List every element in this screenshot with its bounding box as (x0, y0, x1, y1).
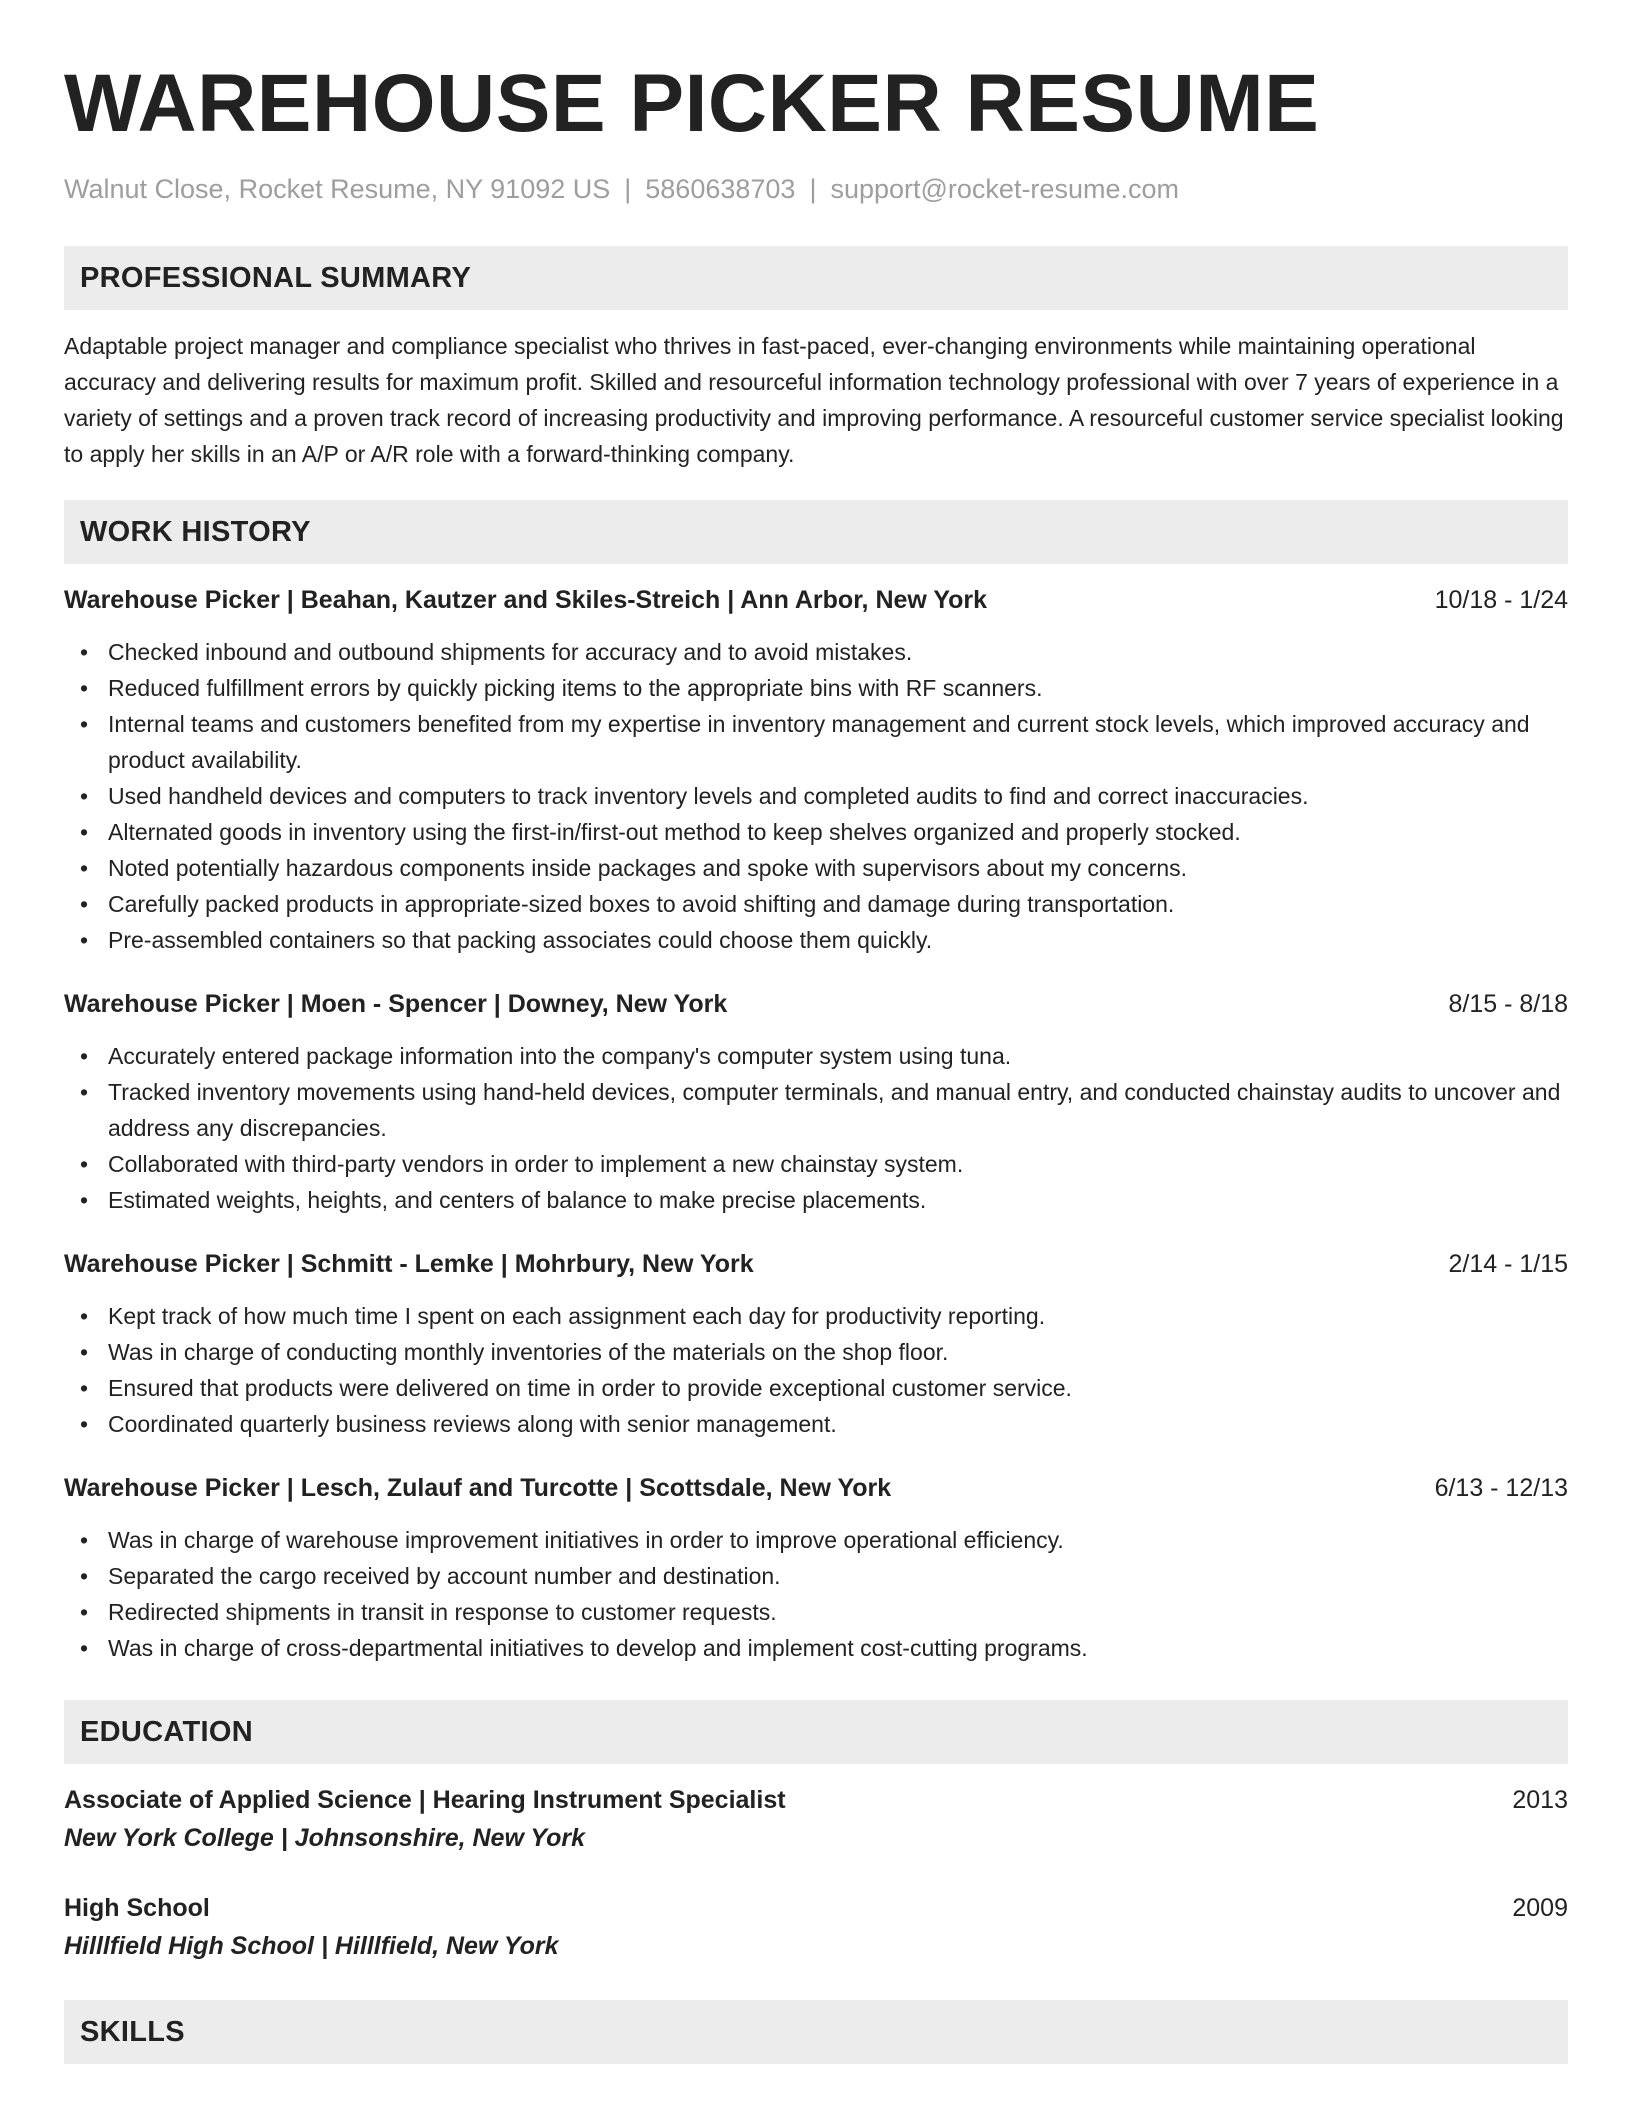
contact-phone: 5860638703 (645, 174, 796, 204)
job-bullet: • Used handheld devices and computers to track inventory levels and completed audits to find and correct inaccuracies. (64, 778, 1568, 814)
bullet-marker: • (80, 1599, 89, 1625)
bullet-marker: • (80, 1043, 89, 1069)
job-dates: 8/15 - 8/18 (1448, 990, 1568, 1018)
job-bullet: • Estimated weights, heights, and centers of balance to make precise placements. (64, 1182, 1568, 1218)
education-school: New York College | Johnsonshire, New York (64, 1824, 586, 1852)
bullet-marker: • (80, 891, 89, 917)
job-bullet: • Was in charge of warehouse improvement initiatives in order to improve operational efficiency. (64, 1522, 1568, 1558)
bullet-marker: • (80, 1339, 89, 1365)
education-year: 2013 (1512, 1786, 1568, 1814)
job-bullet: • Was in charge of cross-departmental initiatives to develop and implement cost-cutting programs. (64, 1630, 1568, 1666)
education-degree: High School (64, 1894, 210, 1922)
resume-title: WAREHOUSE PICKER RESUME (64, 58, 1320, 149)
education-entry (64, 1782, 1568, 1856)
education-header (64, 1890, 1568, 1926)
job-entry (64, 582, 1568, 958)
bullet-marker: • (80, 819, 89, 845)
job-bullet: • Accurately entered package information into the company's computer system using tuna. (64, 1038, 1568, 1074)
bullet-marker: • (80, 639, 89, 665)
contact-address: Walnut Close, Rocket Resume, NY 91092 US (64, 174, 611, 204)
education-entry (64, 1890, 1568, 1964)
bullet-marker: • (80, 1635, 89, 1661)
education-header (64, 1782, 1568, 1818)
job-bullet: • Tracked inventory movements using hand-held devices, computer terminals, and manual entry, and conducted chainstay audits to uncover and address any discrepancies. (64, 1074, 1568, 1146)
job-entry (64, 1246, 1568, 1442)
bullet-marker: • (80, 675, 89, 701)
job-bullet: • Redirected shipments in transit in response to customer requests. (64, 1594, 1568, 1630)
job-bullet: • Separated the cargo received by account number and destination. (64, 1558, 1568, 1594)
job-bullet: • Reduced fulfillment errors by quickly picking items to the appropriate bins with RF scanners. (64, 670, 1568, 706)
education-year: 2009 (1512, 1894, 1568, 1922)
bullet-marker: • (80, 783, 89, 809)
bullet-marker: • (80, 1303, 89, 1329)
job-bullet: • Checked inbound and outbound shipments for accuracy and to avoid mistakes. (64, 634, 1568, 670)
job-header (64, 1246, 1568, 1282)
job-entry (64, 1470, 1568, 1666)
job-bullet: • Was in charge of conducting monthly inventories of the materials on the shop floor. (64, 1334, 1568, 1370)
education-school: Hilllfield High School | Hilllfield, New York (64, 1932, 559, 1960)
skills-section-header: SKILLS (64, 2000, 1568, 2064)
job-header (64, 582, 1568, 618)
bullet-marker: • (80, 1151, 89, 1177)
job-bullets (64, 1522, 1568, 1666)
job-dates: 10/18 - 1/24 (1434, 586, 1568, 614)
job-bullets (64, 634, 1568, 958)
job-bullets (64, 1038, 1568, 1218)
job-bullet: • Pre-assembled containers so that packing associates could choose them quickly. (64, 922, 1568, 958)
contact-separator: | (624, 174, 632, 204)
job-bullet: • Kept track of how much time I spent on each assignment each day for productivity reporting. (64, 1298, 1568, 1334)
bullet-marker: • (80, 927, 89, 953)
resume-page (64, 0, 1568, 2064)
bullet-marker: • (80, 855, 89, 881)
job-bullet: • Collaborated with third-party vendors in order to implement a new chainstay system. (64, 1146, 1568, 1182)
job-header (64, 986, 1568, 1022)
bullet-marker: • (80, 1527, 89, 1553)
job-bullet: • Internal teams and customers benefited from my expertise in inventory management and current stock levels, which improved accuracy and product availability. (64, 706, 1568, 778)
bullet-marker: • (80, 1375, 89, 1401)
job-title: Warehouse Picker | Beahan, Kautzer and Skiles-Streich | Ann Arbor, New York (64, 586, 988, 614)
work-history-section-header: WORK HISTORY (64, 500, 1568, 564)
job-title: Warehouse Picker | Lesch, Zulauf and Turcotte | Scottsdale, New York (64, 1474, 892, 1502)
education-degree: Associate of Applied Science | Hearing Instrument Specialist (64, 1786, 786, 1814)
job-bullet: • Coordinated quarterly business reviews along with senior management. (64, 1406, 1568, 1442)
education-section-header: EDUCATION (64, 1700, 1568, 1764)
summary-text: Adaptable project manager and compliance specialist who thrives in fast-paced, ever-changing environments while maintaining operational accuracy and delivering results for maximum profit. Skilled and resourceful information technology professional with over 7 years of experience in a variety of settings and a proven track record of increasing productivity and improving performance. A resourceful customer service specialist looking to apply her skills in an A/P or A/R role with a forward-thinking company. (64, 333, 1564, 467)
bullet-marker: • (80, 1563, 89, 1589)
job-entry (64, 986, 1568, 1218)
job-bullet: • Noted potentially hazardous components inside packages and spoke with supervisors about my concerns. (64, 850, 1568, 886)
job-dates: 2/14 - 1/15 (1448, 1250, 1568, 1278)
job-bullet: • Ensured that products were delivered on time in order to provide exceptional customer service. (64, 1370, 1568, 1406)
summary-section-header: PROFESSIONAL SUMMARY (64, 246, 1568, 310)
contact-email: support@rocket-resume.com (830, 174, 1179, 204)
bullet-marker: • (80, 1187, 89, 1213)
job-header (64, 1470, 1568, 1506)
contact-line (64, 172, 1568, 206)
job-dates: 6/13 - 12/13 (1434, 1474, 1568, 1502)
job-title: Warehouse Picker | Schmitt - Lemke | Mohrbury, New York (64, 1250, 754, 1278)
contact-separator: | (809, 174, 817, 204)
job-bullet: • Carefully packed products in appropriate-sized boxes to avoid shifting and damage during transportation. (64, 886, 1568, 922)
bullet-marker: • (80, 711, 89, 737)
job-bullet: • Alternated goods in inventory using the first-in/first-out method to keep shelves organized and properly stocked. (64, 814, 1568, 850)
job-title: Warehouse Picker | Moen - Spencer | Downey, New York (64, 990, 728, 1018)
bullet-marker: • (80, 1079, 89, 1105)
job-bullets (64, 1298, 1568, 1442)
bullet-marker: • (80, 1411, 89, 1437)
